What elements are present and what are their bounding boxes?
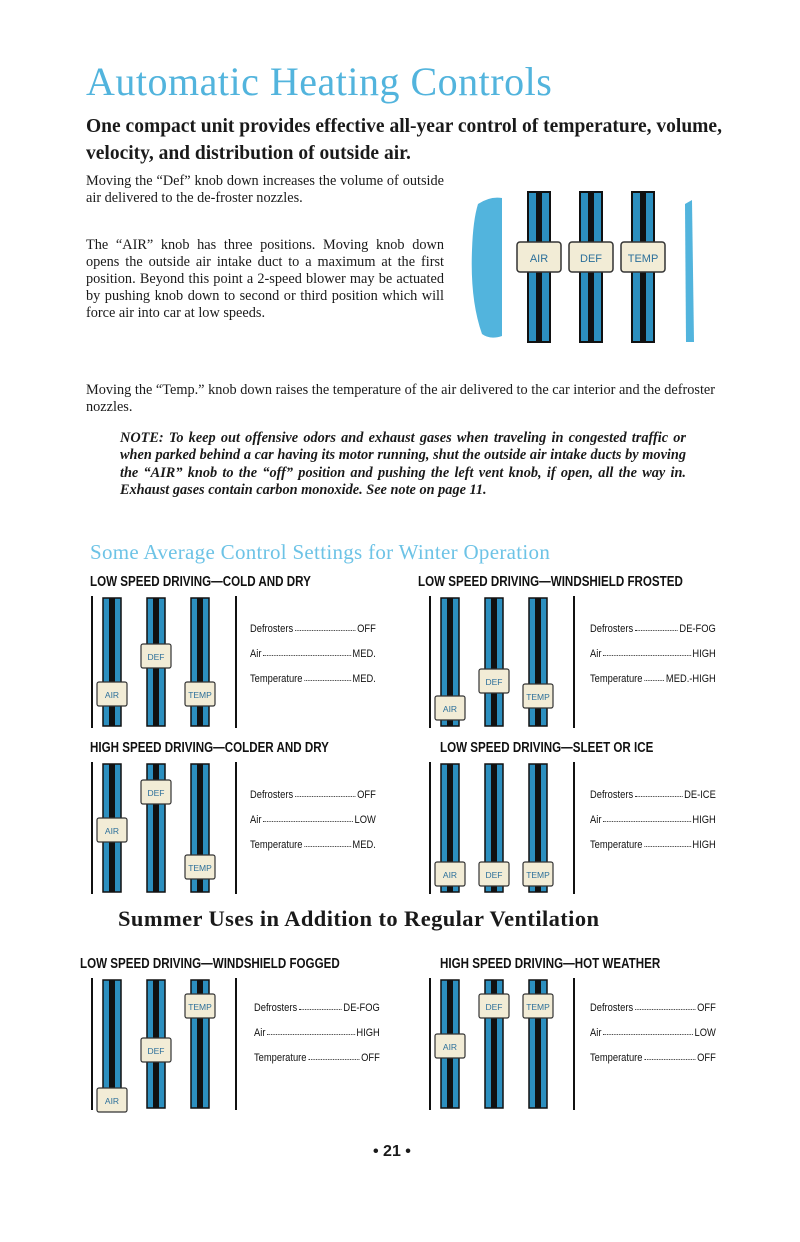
summer-heading: Summer Uses in Addition to Regular Ventilation	[118, 906, 600, 931]
scenario-settings	[590, 623, 716, 698]
leader-dots	[308, 1052, 359, 1060]
scenario-control-diagram	[428, 760, 578, 900]
setting-row-defrosters	[254, 1002, 380, 1014]
lead-paragraph: One compact unit provides effective all-year control of temperature, volume, velocity, and distribution of outside air.	[86, 116, 722, 164]
scenario-control-diagram	[90, 594, 240, 734]
def-knob-label: DEF	[147, 788, 165, 798]
air-knob-label: AIR	[104, 1096, 120, 1106]
setting-row-defrosters	[590, 1002, 716, 1014]
setting-label: Defrosters	[590, 623, 634, 635]
air-knob-label: AIR	[442, 704, 458, 714]
setting-row-air	[590, 814, 716, 826]
setting-row-air	[590, 1027, 716, 1039]
air-knob-label: AIR	[104, 690, 120, 700]
scenario-settings	[254, 1002, 380, 1077]
setting-row-temperature	[250, 673, 376, 685]
winter-settings-heading: Some Average Control Settings for Winter Operation	[90, 540, 551, 564]
leader-dots	[304, 839, 351, 847]
scenario-control-diagram	[90, 976, 240, 1116]
setting-label: Temperature	[250, 673, 303, 685]
leader-dots	[603, 648, 691, 656]
scenario-heading: HIGH SPEED DRIVING—HOT WEATHER	[440, 956, 661, 972]
def-knob-label: DEF	[485, 677, 503, 687]
note-paragraph: NOTE: To keep out offensive odors and exhaust gases when traveling in congested traffic or when parked behind a car having its motor running, shut the outside air intake ducts by moving the “AIR” knob to the “off” position and pushing the left vent knob, if open, all the way in. Exhaust gases contain carbon monoxide. See note on page 11.	[120, 430, 686, 498]
setting-value-temperature: OFF	[697, 1052, 716, 1064]
temp-knob-label: TEMP	[188, 690, 212, 700]
setting-value-temperature: HIGH	[692, 839, 716, 851]
air-knob-label: AIR	[529, 253, 549, 265]
setting-row-temperature	[590, 839, 716, 851]
temp-knob-label: TEMP	[526, 1002, 550, 1012]
def-slider-slot	[491, 598, 497, 726]
leader-dots	[299, 1002, 342, 1010]
setting-row-air	[254, 1027, 380, 1039]
setting-value-defrosters: DE-ICE	[684, 789, 716, 801]
leader-dots	[304, 673, 351, 681]
setting-value-temperature: MED.-HIGH	[665, 673, 716, 685]
setting-label: Defrosters	[250, 623, 294, 635]
scenario-heading: LOW SPEED DRIVING—SLEET OR ICE	[440, 740, 654, 756]
scenario-control-diagram	[428, 976, 578, 1116]
leader-dots	[263, 814, 353, 822]
setting-label: Temperature	[250, 839, 303, 851]
setting-row-defrosters	[590, 623, 716, 635]
leader-dots	[644, 673, 664, 681]
leader-dots	[603, 1027, 693, 1035]
def-knob-paragraph: Moving the “Def” knob down increases the volume of outside air delivered to the de-froster nozzles.	[86, 173, 444, 206]
temp-knob-label: TEMP	[526, 692, 550, 702]
setting-value-defrosters: DE-FOG	[679, 623, 716, 635]
scenario-heading: LOW SPEED DRIVING—WINDSHIELD FOGGED	[80, 956, 340, 972]
scenario-settings	[590, 789, 716, 864]
def-knob-label: DEF	[485, 1002, 503, 1012]
leader-dots	[263, 648, 351, 656]
setting-value-temperature: MED.	[352, 839, 376, 851]
leader-dots	[635, 1002, 696, 1010]
setting-value-defrosters: OFF	[357, 623, 376, 635]
scenario-control-diagram	[90, 760, 240, 900]
leader-dots	[644, 1052, 695, 1060]
setting-value-air: MED.	[352, 648, 376, 660]
air-knob-label: AIR	[442, 870, 458, 880]
temp-knob-label: TEMP	[188, 1002, 212, 1012]
setting-label: Temperature	[590, 673, 643, 685]
page-title: Automatic Heating Controls	[86, 59, 553, 104]
setting-label: Defrosters	[250, 789, 294, 801]
leader-dots	[267, 1027, 355, 1035]
scenario-settings	[250, 789, 376, 864]
setting-label: Air	[590, 814, 602, 826]
setting-label: Air	[590, 648, 602, 660]
setting-label: Defrosters	[590, 1002, 634, 1014]
setting-value-air: HIGH	[692, 648, 716, 660]
scenario-control-diagram	[428, 594, 578, 734]
setting-value-temperature: MED.	[352, 673, 376, 685]
setting-value-air: HIGH	[692, 814, 716, 826]
setting-value-defrosters: OFF	[357, 789, 376, 801]
temp-knob-label: TEMP	[526, 870, 550, 880]
setting-row-air	[250, 814, 376, 826]
setting-row-defrosters	[590, 789, 716, 801]
main-control-panel-illustration	[470, 190, 700, 350]
temp-knob-paragraph: Moving the “Temp.” knob down raises the temperature of the air delivered to the car interior and the defroster nozzles.	[86, 382, 716, 415]
setting-label: Temperature	[590, 1052, 643, 1064]
def-knob-label: DEF	[147, 652, 165, 662]
setting-label: Air	[254, 1027, 266, 1039]
setting-value-air: HIGH	[356, 1027, 380, 1039]
air-knob-label: AIR	[442, 1042, 458, 1052]
setting-value-defrosters: OFF	[697, 1002, 716, 1014]
setting-label: Temperature	[590, 839, 643, 851]
scenario-settings	[590, 1002, 716, 1077]
air-knob-label: AIR	[104, 826, 120, 836]
setting-label: Temperature	[254, 1052, 307, 1064]
setting-value-air: LOW	[694, 1027, 716, 1039]
setting-value-defrosters: DE-FOG	[343, 1002, 380, 1014]
setting-row-air	[250, 648, 376, 660]
air-knob-paragraph: The “AIR” knob has three positions. Moving knob down opens the outside air intake duct to a maximum at the first position. Beyond this point a 2-speed blower may be actuated by pushing knob down to second or third position which will force air into car at low speeds.	[86, 237, 444, 321]
def-knob-label: DEF	[147, 1046, 165, 1056]
leader-dots	[603, 814, 691, 822]
leader-dots	[295, 623, 356, 631]
scenario-settings	[250, 623, 376, 698]
blue-panel-left-edge	[472, 198, 502, 338]
setting-row-temperature	[254, 1052, 380, 1064]
leader-dots	[644, 839, 691, 847]
leader-dots	[635, 623, 678, 631]
air-slider-slot	[109, 598, 115, 726]
setting-row-defrosters	[250, 789, 376, 801]
setting-row-defrosters	[250, 623, 376, 635]
blue-panel-right-edge	[685, 200, 694, 342]
temp-knob-label: TEMP	[627, 253, 659, 265]
setting-label: Air	[250, 814, 262, 826]
leader-dots	[295, 789, 356, 797]
temp-slider-slot	[197, 598, 203, 726]
scenario-heading: LOW SPEED DRIVING—COLD AND DRY	[90, 574, 311, 590]
setting-row-temperature	[590, 1052, 716, 1064]
temp-knob-label: TEMP	[188, 863, 212, 873]
def-knob-label: DEF	[580, 253, 602, 265]
scenario-heading: HIGH SPEED DRIVING—COLDER AND DRY	[90, 740, 329, 756]
def-knob-label: DEF	[485, 870, 503, 880]
setting-value-air: LOW	[354, 814, 376, 826]
setting-label: Air	[590, 1027, 602, 1039]
setting-label: Air	[250, 648, 262, 660]
setting-value-temperature: OFF	[361, 1052, 380, 1064]
setting-row-temperature	[590, 673, 716, 685]
setting-row-temperature	[250, 839, 376, 851]
setting-label: Defrosters	[254, 1002, 298, 1014]
page-number: • 21 •	[373, 1143, 411, 1160]
setting-label: Defrosters	[590, 789, 634, 801]
scenario-heading: LOW SPEED DRIVING—WINDSHIELD FROSTED	[418, 574, 683, 590]
leader-dots	[635, 789, 683, 797]
setting-row-air	[590, 648, 716, 660]
